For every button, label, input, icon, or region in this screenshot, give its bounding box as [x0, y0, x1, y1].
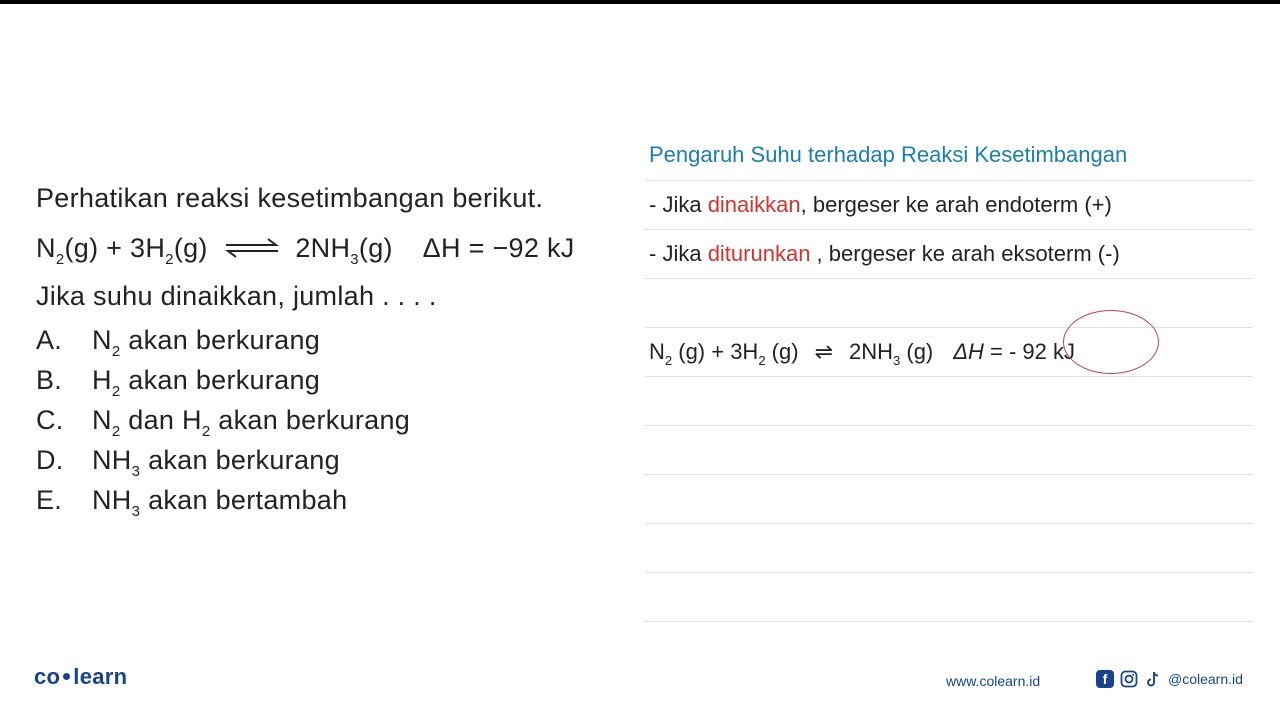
instagram-icon[interactable] — [1120, 670, 1138, 688]
question-intro: Perhatikan reaksi kesetimbangan berikut. — [36, 183, 544, 213]
equilibrium-arrow-icon: ⇌ — [814, 339, 833, 364]
option-e[interactable]: E. $NH_3$ akan bertambah — [36, 485, 348, 520]
notes-equation: $N_2$ $(g) + 3H_2$ (g) ⇌ $2NH_3$ (g) ΔH = - 92 kJ — [645, 327, 1253, 376]
highlight-circle — [1063, 310, 1159, 374]
question-equation: $N_2(g) + 3H_2(g)$ $2NH_3(g) \Delta H = -92$ kJ — [36, 233, 575, 268]
ruled-line — [645, 572, 1253, 621]
ruled-line — [645, 278, 1253, 327]
option-a[interactable]: A. $N_2$ akan berkurang — [36, 325, 321, 360]
enthalpy-symbol: ΔH — [422, 233, 461, 263]
option-c[interactable]: C. $N_2$ dan $H_2$ akan berkurang — [36, 405, 411, 440]
enthalpy-symbol: ΔH — [953, 339, 984, 364]
option-d[interactable]: D. $NH_3$ akan berkurang — [36, 445, 340, 480]
colearn-logo[interactable]: co learn — [34, 664, 128, 689]
top-border — [0, 0, 1280, 4]
question-panel — [36, 172, 636, 520]
social-handle[interactable]: @colearn.id — [1168, 671, 1243, 687]
social-links — [1096, 670, 1243, 688]
ruled-line — [645, 425, 1253, 474]
website-link[interactable]: www.colearn.id — [946, 673, 1041, 689]
logo-dot — [63, 673, 70, 680]
notes-panel — [645, 130, 1253, 622]
ruled-line — [645, 474, 1253, 523]
facebook-icon[interactable]: f — [1096, 670, 1114, 688]
ruled-line — [645, 523, 1253, 572]
notes-title: Pengaruh Suhu terhadap Reaksi Kesetimbangan — [649, 142, 1128, 167]
rule-decrease: - Jika diturunkan , bergeser ke arah eksoterm (-) — [645, 229, 1253, 278]
equilibrium-arrow-icon — [224, 237, 280, 259]
highlight-dinaikkan: dinaikkan — [707, 192, 801, 217]
ruled-line — [645, 376, 1253, 425]
ruled-line — [645, 621, 1253, 622]
question-prompt: Jika suhu dinaikkan, jumlah . . . . — [36, 281, 437, 311]
enthalpy-value: = - 92 kJ — [983, 339, 1075, 364]
enthalpy-value: = −92 kJ — [460, 233, 575, 263]
highlight-diturunkan: diturunkan — [707, 241, 811, 266]
rule-increase: - Jika dinaikkan, bergeser ke arah endoterm (+) — [645, 180, 1253, 229]
tiktok-icon[interactable] — [1144, 670, 1162, 688]
option-b[interactable]: B. $H_2$ akan berkurang — [36, 365, 321, 400]
